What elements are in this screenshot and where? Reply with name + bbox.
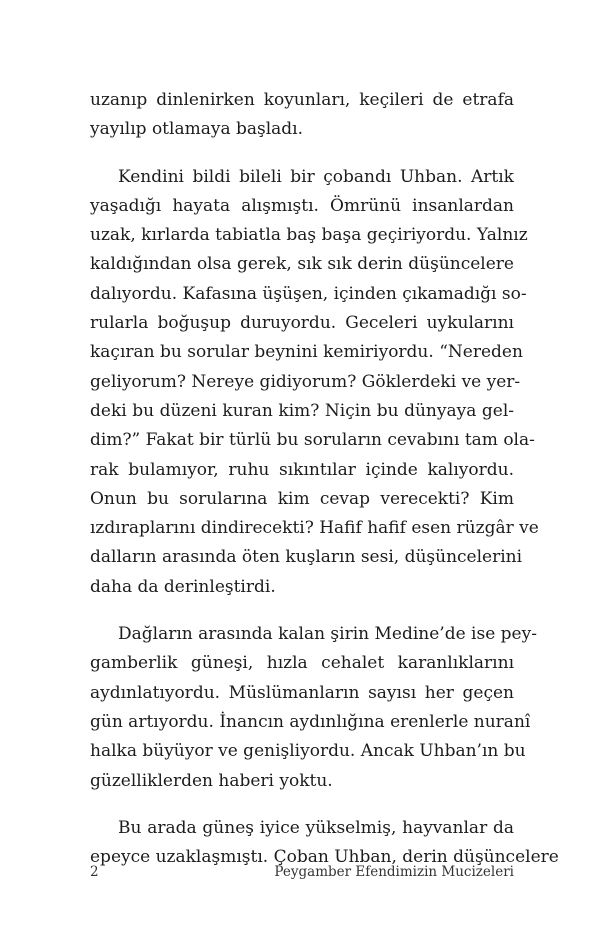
text-line: deki bu düzeni kuran kim? Niçin bu dünyaya gel- (90, 400, 514, 421)
text-line: Kendini bildi bileli bir çobandı Uhban. Artık (118, 166, 514, 187)
text-line: geliyorum? Nereye gidiyorum? Göklerdeki ve yer- (90, 371, 521, 392)
text-line: rularla boğuşup duruyordu. Geceleri uykularını (90, 313, 514, 334)
running-title: Peygamber Efendimizin Mucizeleri (274, 864, 514, 880)
text-line: gamberlik güneşi, hızla cehalet karanlıklarını (90, 653, 514, 674)
text-line: kaldığından olsa gerek, sık sık derin düşüncelere (90, 254, 514, 275)
paragraph (90, 86, 514, 145)
text-line: dalların arasında öten kuşların sesi, düşüncelerini (90, 547, 523, 568)
text-line: kaçıran bu sorular beynini kemiriyordu. “Nereden (90, 342, 523, 363)
text-line: dalıyordu. Kafasına üşüşen, içinden çıkamadığı so- (90, 283, 527, 304)
text-line: yaşadığı hayata alışmıştı. Ömrünü insanlardan (90, 195, 514, 216)
text-line: yayılıp otlamaya başladı. (90, 119, 304, 140)
text-line: Dağların arasında kalan şirin Medine’de ise pey- (118, 624, 537, 645)
text-line: daha da derinleştirdi. (90, 576, 276, 597)
page-footer (90, 861, 514, 883)
text-line: uzak, kırlarda tabiatla baş başa geçiriyordu. Yalnız (90, 225, 528, 246)
text-line: ızdıraplarını dindirecekti? Hafif hafif esen rüzgâr ve (90, 518, 539, 539)
paragraph (90, 620, 537, 796)
text-line: rak bulamıyor, ruhu sıkıntılar içinde kalıyordu. (90, 459, 514, 480)
page-body (90, 86, 559, 890)
text-line: halka büyüyor ve genişliyordu. Ancak Uhban’ın bu (90, 741, 526, 762)
text-line: gün artıyordu. İnancın aydınlığına erenlerle nuranî (90, 711, 531, 732)
text-line: uzanıp dinlenirken koyunları, keçileri de etrafa (90, 90, 514, 110)
text-line: epeyce uzaklaşmıştı. Çoban Uhban, derin düşüncelere (90, 847, 559, 868)
text-line: aydınlatıyordu. Müslümanların sayısı her geçen (90, 682, 514, 703)
text-line: dim?” Fakat bir türlü bu soruların cevabını tam ola- (90, 430, 535, 451)
text-line: Bu arada güneş iyice yükselmiş, hayvanlar da (118, 817, 514, 838)
paragraph (90, 163, 539, 602)
text-line: güzelliklerden haberi yoktu. (90, 770, 333, 791)
page-number: 2 (90, 864, 99, 880)
text-line: Onun bu sorularına kim cevap verecekti? Kim (90, 488, 514, 509)
